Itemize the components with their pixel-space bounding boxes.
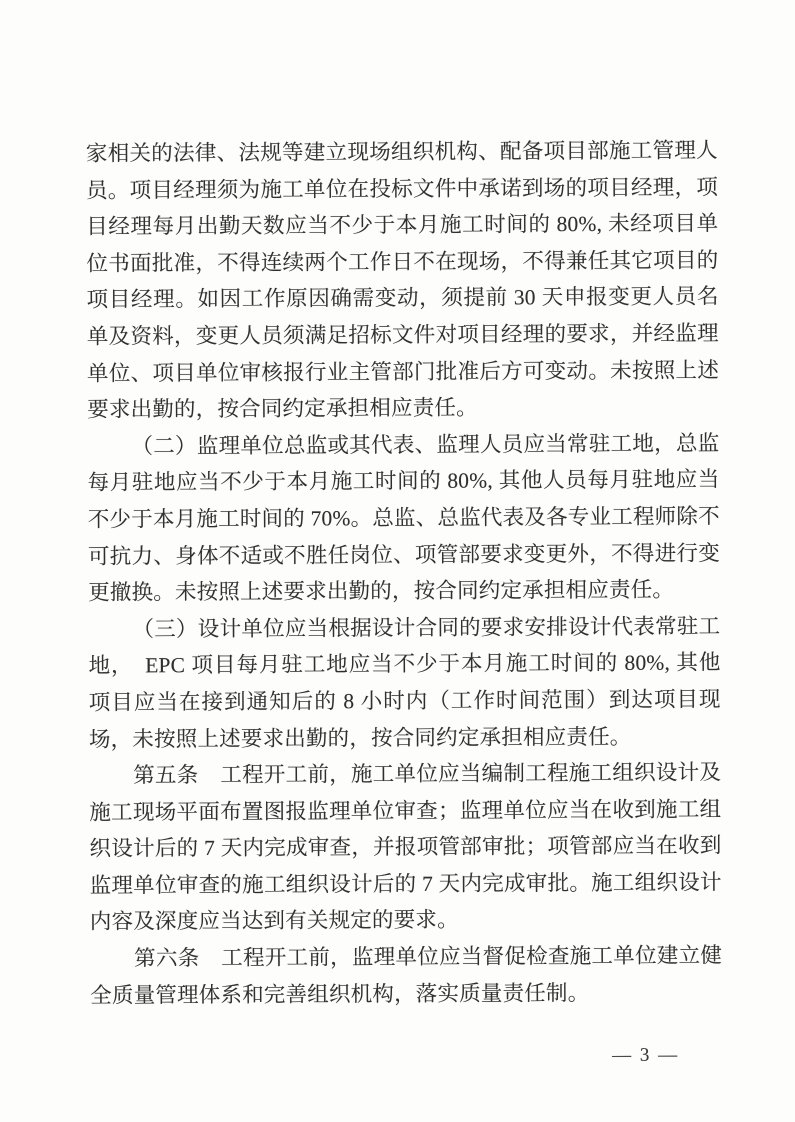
document-body xyxy=(86,132,723,1014)
body-paragraph-article-5: 第五条 工程开工前，施工单位应当编制工程施工组织设计及施工现场平面布置图报监理单位审查；监理单位应当在收到施工组织设计后的 7 天内完成审查，并报项管部审批；项管部应当在收到监理单位审查的施工组织设计后的 7 天内完成审批。施工组织设计内容及深度应当达到有关规定的要求。 xyxy=(89,760,722,935)
body-paragraph-item-3: （三）设计单位应当根据设计合同的要求安排设计代表常驻工地， EPC 项目每月驻工地应当不少于本月施工时间的 80%, 其他项目应当在接到通知后的 8 小时内（工作时间范围）到达项目现场，未按照上述要求出勤的，按合同约定承担相应责任。 xyxy=(88,614,721,752)
body-paragraph-article-6: 第六条 工程开工前，监理单位应当督促检查施工单位建立健全质量管理体系和完善组织机构，落实质量责任制。 xyxy=(90,943,723,1008)
page-number: — 3 — xyxy=(612,1044,680,1066)
body-paragraph-item-2: （二）监理单位总监或其代表、监理人员应当常驻工地，总监每月驻地应当不少于本月施工时间的 80%, 其他人员每月驻地应当不少于本月施工时间的 70%。总监、总监代表及各专业工程师除不可抗力、身体不适或不胜任岗位、项管部要求变更外，不得进行变更撤换。未按照上述要求出勤的，按合同约定承担相应责任。 xyxy=(87,431,721,605)
body-paragraph-continuation: 家相关的法律、法规等建立现场组织机构、配备项目部施工管理人员。项目经理须为施工单位在投标文件中承诺到场的项目经理，项目经理每月出勤天数应当不少于本月施工时间的 80%, 未经项目单位书面批准，不得连续两个工作日不在现场，不得兼任其它项目的项目经理。如因工作原因确需变动，须提前 30 天申报变更人员名单及资料，变更人员须满足招标文件对项目经理的要求，并经监理单位、项目单位审核报行业主管部门批准后方可变动。未按照上述要求出勤的，按合同约定承担相应责任。 xyxy=(85,138,720,422)
